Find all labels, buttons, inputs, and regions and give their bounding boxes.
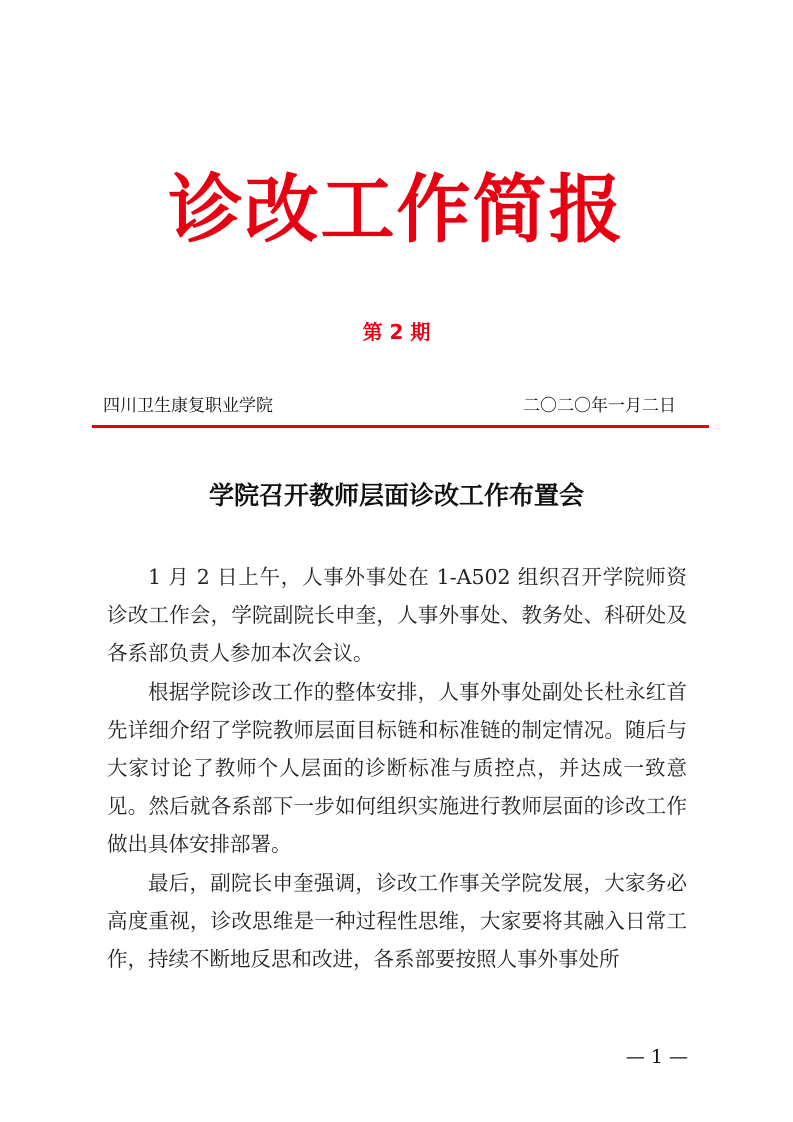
article-paragraph: 1 月 2 日上午，人事外事处在 1-A502 组织召开学院师资诊改工作会，学院副院长申奎，人事外事处、教务处、科研处及各系部负责人参加本次会议。: [107, 565, 687, 666]
issue-date: 二〇二〇年一月二日: [523, 396, 676, 416]
page-number: — 1 —: [625, 1046, 688, 1068]
issuing-institution: 四川卫生康复职业学院: [103, 396, 273, 416]
issue-number: 第 2 期: [362, 320, 431, 344]
article-title: 学院召开教师层面诊改工作布置会: [208, 481, 584, 510]
red-divider-line: [92, 425, 709, 428]
article-body: [107, 558, 687, 978]
article-paragraph: 最后，副院长申奎强调，诊改工作事关学院发展，大家务必高度重视，诊改思维是一种过程性思维，大家要将其融入日常工作，持续不断地反思和改进，各系部要按照人事外事处所: [107, 870, 687, 972]
bulletin-masthead-title: 诊改工作简报: [168, 167, 625, 253]
article-paragraph: 根据学院诊改工作的整体安排，人事外事处副处长杜永红首先详细介绍了学院教师层面目标链和标准链的制定情况。随后与大家讨论了教师个人层面的诊断标准与质控点，并达成一致意见。然后就各系部下一步如何组织实施进行教师层面的诊改工作做出具体安排部署。: [107, 679, 687, 857]
